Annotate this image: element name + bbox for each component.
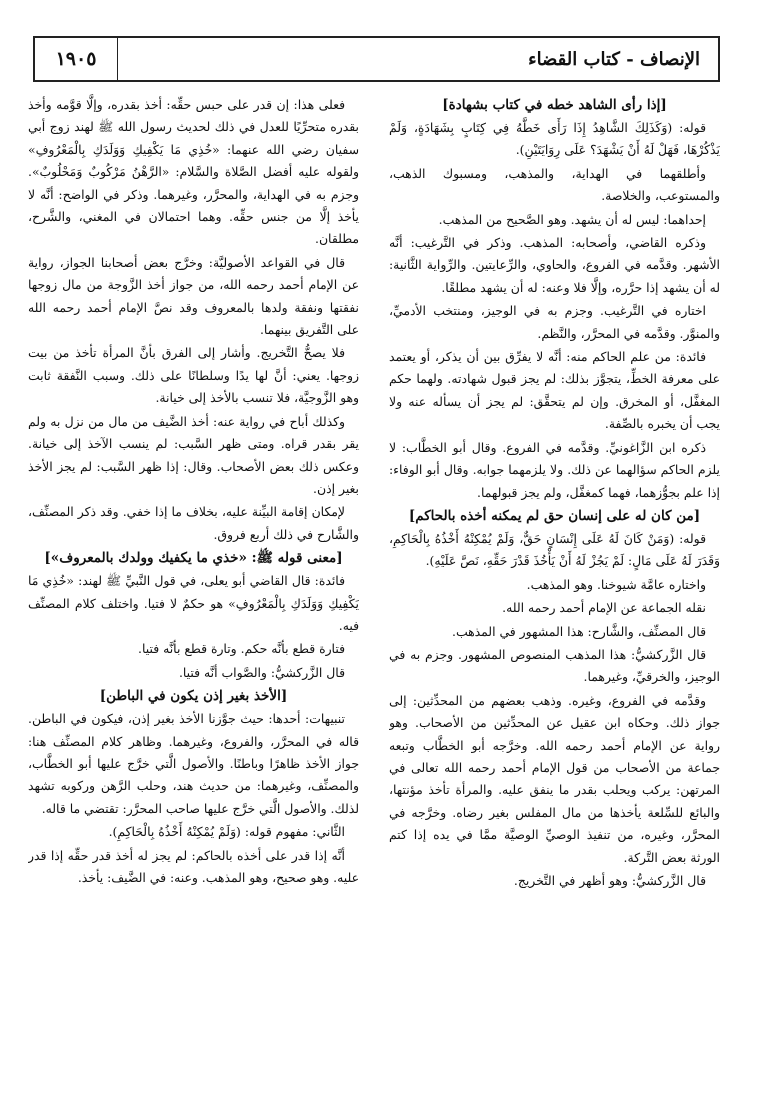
paragraph: وكذلك أباح في رواية عنه: أخذ الضَّيف من مال من نزل به ولم يقر بقدر قراه. ومتى ظهر السَّبب: لم ينسب الآخذ إلى خيانة. وعكس ذلك بعض الأصحاب. وقال: إذا ظهر السَّبب: لم يجز الأخذ بغير إذن. (28, 413, 359, 496)
paragraph: وقدَّمه في الفروع، وغيره. وذهب بعضهم من المحدِّثين: إلى جواز ذلك. وحكاه ابن عقيل عن المحدِّثين من الأصحاب. وهو رواية عن الإمام أحمد رحمه الله. وخرَّجه أبو الخطَّاب وتبعه جماعة من الأصحاب من قول الإمام أحمد رحمه الله تعالى في المرتهن: يركب ويحلب بقدر ما ينفق عليه. والمرأة تأخذ مؤنتها، والبائع للسِّلعة يأخذها من مال المفلس بغير رضاه. وخرَّجه في المحرَّر، وغيره، من تنفيذ الوصيِّ الوصيَّة ممَّا في يده إذا كتم الورثة بعض التَّركة. (389, 692, 720, 865)
paragraph: قوله: (وَكَذَلِكَ الشَّاهِدُ إِذَا رَأَى خَطَّهُ فِي كِتَابٍ بِشَهَادَةٍ، وَلَمْ يَذْكُرْهَا، فَهَلْ لَهُ أَنْ يَشْهَدَ؟ عَلَى رِوَايَتَيْنِ). (389, 120, 720, 158)
page-number: ١٩٠٥ (35, 38, 118, 80)
paragraph: واختاره عامَّة شيوخنا. وهو المذهب. (526, 576, 706, 592)
running-title: الإنصاف - كتاب القضاء (528, 48, 700, 70)
paragraph: وأطلقهما في الهداية، والمذهب، ومسبوك الذهب، والمستوعب، والخلاصة. (389, 165, 720, 204)
page-header (33, 36, 720, 82)
paragraph: قال الزَّركشيُّ: والصَّواب أنَّه فتيا. (178, 664, 345, 680)
section-heading: [معنى قوله ﷺ: «خذي ما يكفيك وولدك بالمعروف»] (44, 550, 343, 567)
section-heading: [من كان له على إنسان حق لم يمكنه أخذه بالحاكم] (408, 507, 701, 524)
paragraph: فتارة قطع بأنَّه حكم. وتارة قطع بأنَّه فتيا. (138, 641, 345, 657)
paragraph: اختاره في التَّرغيب. وجزم به في الوجيز، ومنتخب الأدميِّ، والمنوَّر. وقدَّمه في المحرَّر، والنَّظم. (389, 303, 720, 341)
paragraph: تنبيهات: أحدها: حيث جوَّزنا الأخذ بغير إذن، فيكون في الباطن. قاله في المحرَّر، والفروع، وغيرهما. وظاهر كلام المصنِّف هنا: جواز الأخذ ظاهرًا وباطنًا. والأصول الَّتي خرَّج عليها أبو الخطَّاب، والمصنِّف، وغيرهما: من حديث هند، وحلب الرَّهن وركوبه تشهد لذلك. والأصول الَّتي خرَّج عليها صاحب المحرَّر: تقتضي ما قاله. (28, 711, 359, 816)
paragraph: أنَّه إذا قدر على أخذه بالحاكم: لم يجز له أخذ قدر حقِّه إذا قدر عليه. وهو صحيح، وهو المذهب. وعنه: في الضَّيف: يأخذ. (28, 847, 359, 885)
paragraph: الثَّاني: مفهوم قوله: (وَلَمْ يُمْكِنْهُ أَخْذُهُ بِالْحَاكِمِ). (108, 824, 345, 840)
paragraph: قوله: (وَمَنْ كَانَ لَهُ عَلَى إِنْسَانٍ حَقٌّ، وَلَمْ يُمْكِنْهُ أَخْذُهُ بِالْحَاكِمِ، وَقَدَرَ لَهُ عَلَى مَالٍ: لَمْ يَجُزْ لَهُ أَنْ يَأْخُذَ قَدْرَ حَقِّهِ، نَصَّ عَلَيْهِ). (389, 530, 720, 569)
section-heading: [إذا رأى الشاهد خطه في كتاب بشهادة] (442, 97, 667, 113)
left-column (28, 94, 359, 1094)
paragraph: قال الزَّركشيُّ: هذا المذهب المنصوص المشهور. وجزم به في الوجيز، والخرقيِّ، وغيرهما. (389, 646, 720, 685)
paragraph: ذكره ابن الزَّاغونيِّ. وقدَّمه في الفروع. وقال أبو الخطَّاب: لا يلزم الحاكم سؤالهما عن ذلك. ولا يلزمهما جوابه. وقال أبو الوفاء: إذا علم بجوُّزهما، فهما كمغفَّل، ولم يجز قبولهما. (389, 439, 720, 500)
paragraph: نقله الجماعة عن الإمام أحمد رحمه الله. (502, 600, 706, 616)
right-column (389, 94, 720, 1094)
paragraph: فلا يصحُّ التَّخريج. وأشار إلى الفرق بأنَّ المرأة تأخذ من بيت زوجها. يعني: أنَّ لها يدًا وسلطانًا على ذلك. وسبب النَّفقة ثابت وهو الزَّوجيَّة، فلا تنسب بالأخذ إلى خيانة. (28, 345, 359, 406)
paragraph: قال في القواعد الأصوليَّة: وخرَّج بعض أصحابنا الجواز، رواية عن الإمام أحمد رحمه الله، من جواز أخذ الزَّوجة من مال زوجها نفقتها ونفقة ولدها بالمعروف وقد نصَّ الإمام أحمد رحمه الله على التَّفريق بينهما. (28, 254, 359, 338)
paragraph: إحداهما: ليس له أن يشهد. وهو الصَّحيح من المذهب. (438, 211, 706, 227)
paragraph: قال الزَّركشيُّ: وهو أظهر في التَّخريج. (513, 873, 706, 888)
paragraph: فائدة: قال القاضي أبو يعلى، في قول النَّبيِّ ﷺ لهند: «خُذِي مَا يَكْفِيكِ وَوَلَدَكِ بِالْمَعْرُوفِ» هو حكمٌ لا فتيا. واختلف كلام المصنِّف فيه. (28, 573, 359, 633)
paragraph: فائدة: من علم الحاكم منه: أنَّه لا يفرِّق بين أن يذكر، أو يعتمد على معرفة الخطِّ، يتجوَّز بذلك: لم يجز قبول شهادته. ولهما حكم المغفَّل، أو المخرق. وإن لم يتحقَّق: لم يجز أن يسأله عنه ولا يجب أن يخبره بالصِّفة. (389, 349, 720, 432)
paragraph: وذكره القاضي، وأصحابه: المذهب. وذكر في التَّرغيب: أنَّه الأشهر. وقدَّمه في الفروع، والحاوي، والرِّعايتين. والرِّواية الثَّانية: له أن يشهد إذا حرَّره، وإلَّا فلا وعنه: له أن يشهد مطلقًا. (389, 235, 720, 295)
paragraph: لإمكان إقامة البيِّنة عليه، بخلاف ما إذا خفي. وقد ذكر المصنِّف، والشَّارح في ذلك أربع فروق. (28, 504, 359, 542)
paragraph: فعلى هذا: إن قدر على حبس حقِّه: أخذ بقدره، وإلَّا قوَّمه وأخذ بقدره متحرِّيًا للعدل في ذلك لحديث رسول الله ﷺ لهند زوج أبي سفيان رضي الله عنهما: «خُذِي مَا يَكْفِيكِ وَوَلَدَكِ بِالْمَعْرُوفِ» ولقوله عليه أفضل الصَّلاة والسَّلام: «الرَّهْنُ مَرْكُوبٌ وَمَحْلُوبٌ». وجزم به في الهداية، والمحرَّر، وغيرهما. وذكر في الواضح: أنَّه لا يأخذ إلَّا من جنس حقِّه. وهما احتمالان في المغني، والشَّرح، مطلقان. (28, 97, 359, 247)
paragraph: قال المصنِّف، والشَّارح: هذا المشهور في المذهب. (452, 623, 706, 639)
section-heading: [الأخذ بغير إذن يكون في الباطن] (99, 688, 288, 705)
